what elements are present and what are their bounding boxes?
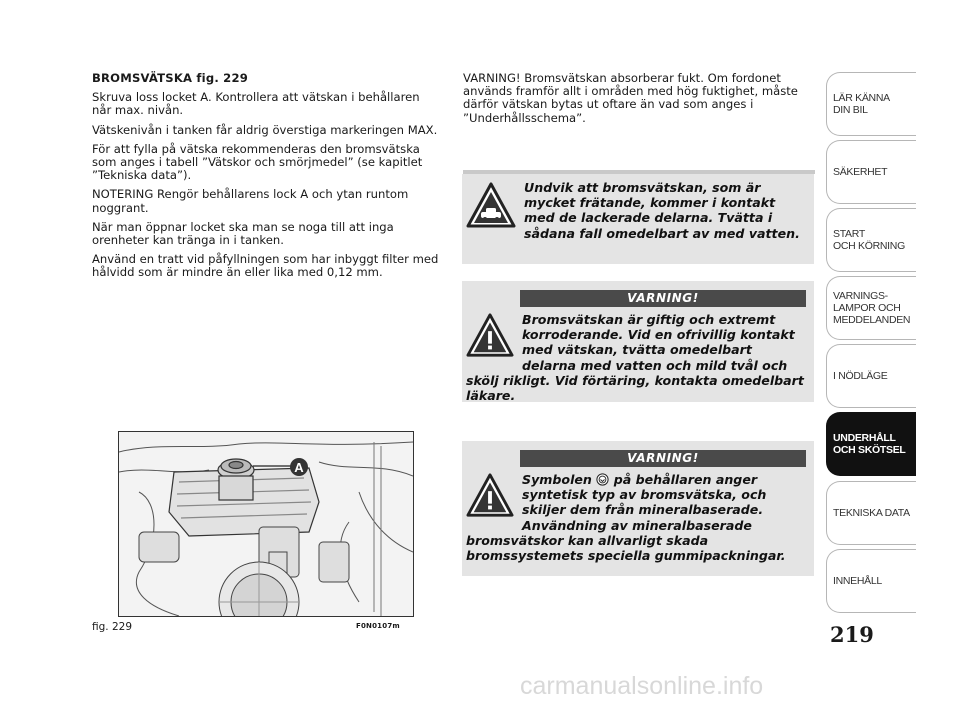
tab-label: TEKNISKA DATA bbox=[833, 507, 910, 519]
warning-text-start: Symbolen bbox=[522, 472, 592, 487]
tab-lar-kanna-din-bil[interactable] bbox=[826, 72, 916, 136]
section-title: BROMSVÄTSKA fig. 229 bbox=[92, 71, 248, 85]
synthetic-fluid-symbol-icon bbox=[596, 473, 609, 486]
warning-banner: VARNING! bbox=[520, 290, 806, 307]
watermark: carmanualsonline.info bbox=[520, 672, 764, 700]
caution-box bbox=[462, 174, 814, 264]
warning-triangle-icon bbox=[466, 472, 514, 518]
paragraph: När man öppnar locket ska man se noga till att inga orenheter kan tränga in i tanken. bbox=[92, 219, 394, 248]
tab-label: OCH SKÖTSEL bbox=[833, 444, 906, 456]
tab-innehall[interactable] bbox=[826, 549, 916, 613]
tab-label: DIN BIL bbox=[833, 104, 868, 116]
tab-label: START bbox=[833, 228, 865, 240]
tab-underhall-och-skotsel[interactable] bbox=[826, 412, 916, 476]
tab-sakerhet[interactable] bbox=[826, 140, 916, 204]
tab-i-nodlage[interactable] bbox=[826, 344, 916, 408]
paragraph: Vätskenivån i tanken får aldrig överstiga markeringen MAX. bbox=[92, 122, 438, 137]
tab-label: OCH KÖRNING bbox=[833, 240, 905, 252]
paragraph: Använd en tratt vid påfyllningen som har inbyggt filter med hålvidd som är mindre än eller lika med 0,12 mm. bbox=[92, 252, 439, 280]
paragraph: För att fylla på vätska rekommenderas den bromsvätska som anges i tabell ”Vätskor och smörjmedel” (se kapitlet ”Tekniska data”). bbox=[92, 141, 423, 183]
tab-label: VARNINGS- bbox=[833, 290, 888, 302]
brake-fluid-reservoir-illustration bbox=[119, 432, 413, 616]
page-number: 219 bbox=[830, 622, 874, 647]
tab-label: SÄKERHET bbox=[833, 166, 888, 178]
tab-label: MEDDELANDEN bbox=[833, 314, 911, 326]
figure-caption: fig. 229 bbox=[92, 621, 132, 633]
tab-label: LÄR KÄNNA bbox=[833, 92, 890, 104]
tab-label: LAMPOR OCH bbox=[833, 302, 901, 314]
callout-label-a: A bbox=[294, 460, 304, 475]
warning-text: Bromsvätskan är giftig och extremt korroderande. Vid en ofrivillig kontakt med vätskan, tvätta omedelbart delarna med vatten och mild tvål och skölj rikligt. Vid förtäring, kontakta omedelbart läkare. bbox=[466, 312, 804, 404]
humidity-note: VARNING! Bromsvätskan absorberar fukt. Om fordonet används framför allt i områden med hög fuktighet, måste därför vätskan bytas ut oftare än vad som anges i ”Underhållsschema”. bbox=[463, 71, 798, 125]
engine-bay-figure bbox=[118, 431, 414, 617]
warning-box bbox=[462, 441, 814, 576]
tab-label: UNDERHÅLL bbox=[833, 432, 896, 444]
warning-box bbox=[462, 281, 814, 402]
car-paint-caution-icon bbox=[466, 182, 516, 228]
warning-triangle-icon bbox=[466, 312, 514, 358]
warning-banner: VARNING! bbox=[520, 450, 806, 467]
tab-label: I NÖDLÄGE bbox=[833, 370, 888, 382]
tab-start-och-korning[interactable] bbox=[826, 208, 916, 272]
figure-code: F0N0107m bbox=[356, 622, 400, 630]
warning-text-end: på behållaren anger syntetisk typ av bromsvätska, och skiljer dem från mineralbaserade. Användning av mineralbaserade bromsvätskor kan allvarligt skada bromssystemets speciella gummipackningar. bbox=[466, 472, 786, 564]
paragraph: NOTERING Rengör behållarens lock A och ytan runtom noggrant. bbox=[92, 187, 409, 215]
tab-tekniska-data[interactable] bbox=[826, 481, 916, 545]
tab-label: INNEHÅLL bbox=[833, 575, 882, 587]
paragraph: Skruva loss locket A. Kontrollera att vätskan i behållaren når max. nivån. bbox=[92, 90, 420, 118]
tab-varningslampor[interactable] bbox=[826, 276, 916, 340]
left-column bbox=[92, 72, 442, 286]
caution-text: Undvik att bromsvätskan, som är mycket frätande, kommer i kontakt med de lackerade delarna. Tvätta i sådana fall omedelbart av med vatten. bbox=[524, 180, 800, 241]
